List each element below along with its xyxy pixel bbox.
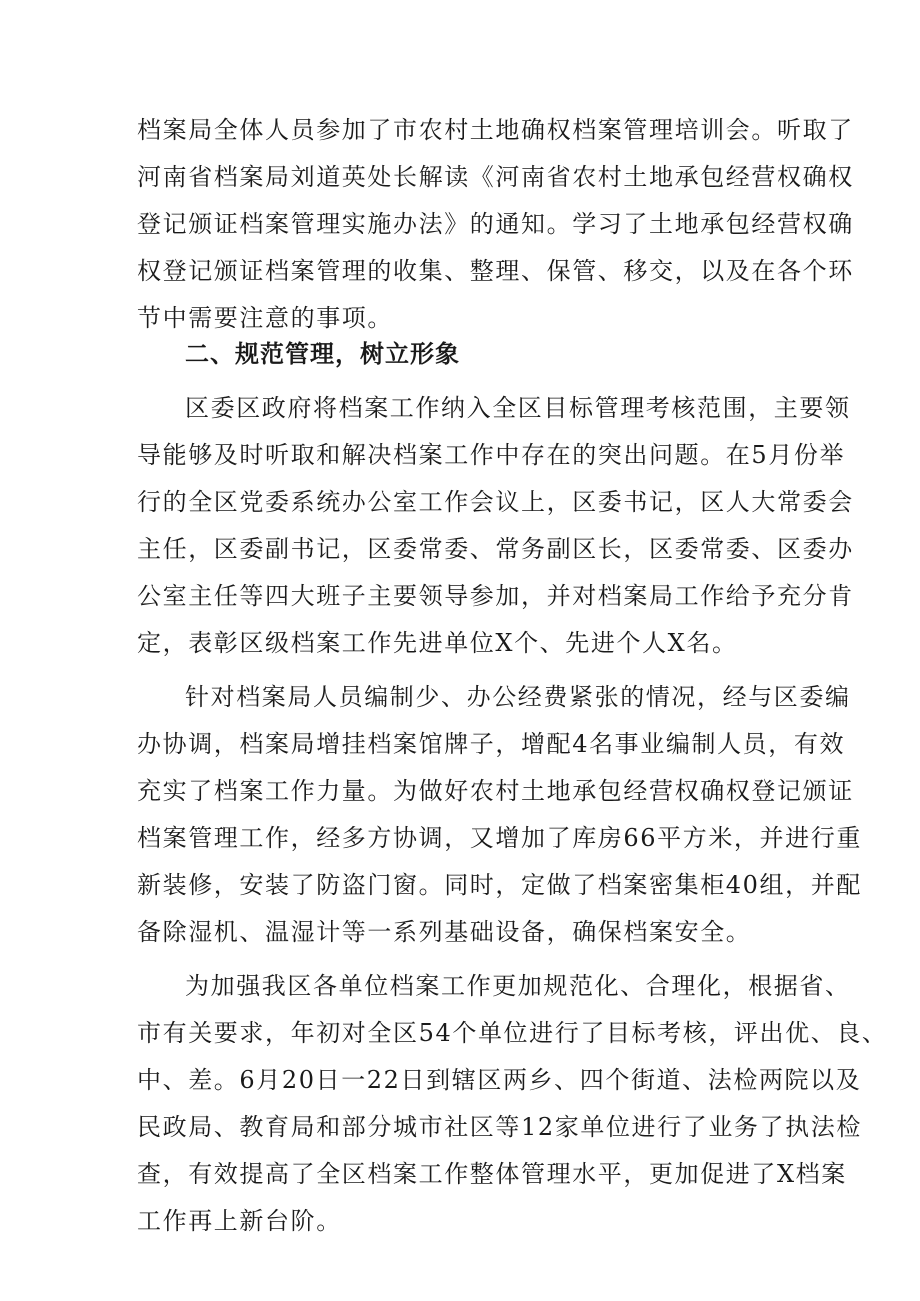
- paragraph-3-line-3: 充实了档案工作力量。为做好农村土地承包经营权确权登记颁证: [137, 777, 854, 805]
- paragraph-3-line-4: 档案管理工作，经多方协调，又增加了库房66平方米，并进行重: [137, 824, 862, 852]
- paragraph-3-line-6: 备除湿机、温湿计等一系列基础设备，确保档案安全。: [137, 918, 752, 946]
- paragraph-2-line-1: 区委区政府将档案工作纳入全区目标管理考核范围，主要领: [185, 394, 851, 422]
- paragraph-4-line-5: 查，有效提高了全区档案工作整体管理水平，更加促进了X档案: [137, 1160, 847, 1188]
- paragraph-2-line-6: 定，表彰区级档案工作先进单位X个、先进个人X名。: [137, 629, 738, 657]
- paragraph-4-line-2: 市有关要求，年初对全区54个单位进行了目标考核，评出优、良、: [137, 1019, 888, 1047]
- paragraph-4-line-6: 工作再上新台阶。: [137, 1207, 342, 1235]
- paragraph-1-line-5: 节中需要注意的事项。: [137, 304, 393, 332]
- paragraph-2-line-2: 导能够及时听取和解决档案工作中存在的突出问题。在5月份举: [137, 441, 846, 469]
- section-heading: 二、规范管理，树立形象: [185, 340, 460, 368]
- paragraph-3-line-5: 新装修，安装了防盗门窗。同时，定做了档案密集柜40组，并配: [137, 871, 862, 899]
- paragraph-3-line-2: 办协调，档案局增挂档案馆牌子，增配4名事业编制人员，有效: [137, 730, 846, 758]
- paragraph-4-line-1: 为加强我区各单位档案工作更加规范化、合理化，根据省、: [185, 972, 851, 1000]
- paragraph-4-line-4: 民政局、教育局和部分城市社区等12家单位进行了业务了执法检: [137, 1113, 862, 1141]
- paragraph-2-line-5: 公室主任等四大班子主要领导参加，并对档案局工作给予充分肯: [137, 582, 854, 610]
- paragraph-2-line-3: 行的全区党委系统办公室工作会议上，区委书记，区人大常委会: [137, 488, 854, 516]
- paragraph-1-line-4: 权登记颁证档案管理的收集、整理、保管、移交，以及在各个环: [137, 257, 854, 285]
- paragraph-1-line-3: 登记颁证档案管理实施办法》的通知。学习了土地承包经营权确: [137, 210, 854, 238]
- paragraph-1-line-1: 档案局全体人员参加了市农村土地确权档案管理培训会。听取了: [137, 116, 854, 144]
- paragraph-2-line-4: 主任，区委副书记，区委常委、常务副区长，区委常委、区委办: [137, 535, 854, 563]
- paragraph-3-line-1: 针对档案局人员编制少、办公经费紧张的情况，经与区委编: [185, 683, 851, 711]
- paragraph-4-line-3: 中、差。6月20日一22日到辖区两乡、四个街道、法检两院以及: [137, 1066, 862, 1094]
- paragraph-1-line-2: 河南省档案局刘道英处长解读《河南省农村土地承包经营权确权: [137, 163, 854, 191]
